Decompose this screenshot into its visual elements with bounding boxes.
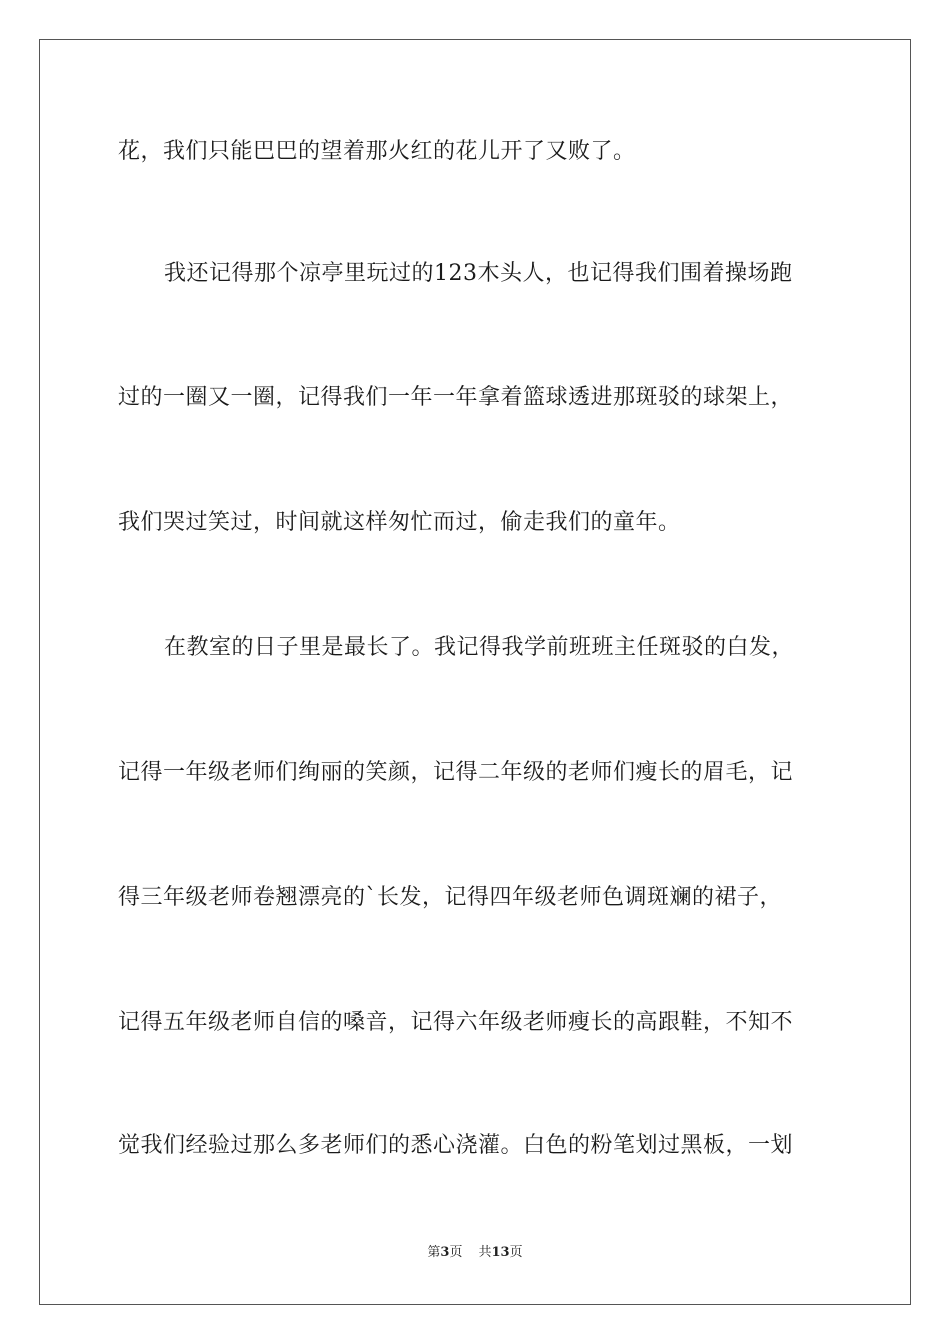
total-label-prefix: 共 (478, 1245, 492, 1260)
paragraph-line-3: 过的一圈又一圈，记得我们一年一年拿着篮球透进那斑驳的球架上， (118, 385, 794, 410)
total-label-suffix: 页 (509, 1245, 523, 1260)
paragraph-line-7: 得三年级老师卷翘漂亮的`长发，记得四年级老师色调斑斓的裙子， (118, 885, 783, 910)
paragraph-line-1: 花，我们只能巴巴的望着那火红的花儿开了又败了。 (118, 139, 636, 164)
page-label-prefix: 第 (427, 1245, 441, 1260)
paragraph-line-4: 我们哭过笑过，时间就这样匆忙而过，偷走我们的童年。 (118, 510, 681, 535)
paragraph-line-5: 在教室的日子里是最长了。我记得我学前班班主任斑驳的白发， (164, 635, 795, 660)
paragraph-line-2: 我还记得那个凉亭里玩过的123木头人，也记得我们围着操场跑 (164, 261, 793, 286)
page-footer (0, 1244, 950, 1262)
total-pages-number: 13 (491, 1245, 510, 1260)
paragraph-line-6: 记得一年级老师们绚丽的笑颜，记得二年级的老师们瘦长的眉毛，记 (118, 760, 794, 785)
paragraph-line-8: 记得五年级老师自信的嗓音，记得六年级老师瘦长的高跟鞋，不知不 (118, 1010, 794, 1035)
page-label-suffix: 页 (449, 1245, 463, 1260)
current-page-number: 3 (440, 1245, 450, 1260)
paragraph-line-9: 觉我们经验过那么多老师们的悉心浇灌。白色的粉笔划过黑板，一划 (118, 1133, 794, 1158)
page-border (39, 39, 911, 1305)
